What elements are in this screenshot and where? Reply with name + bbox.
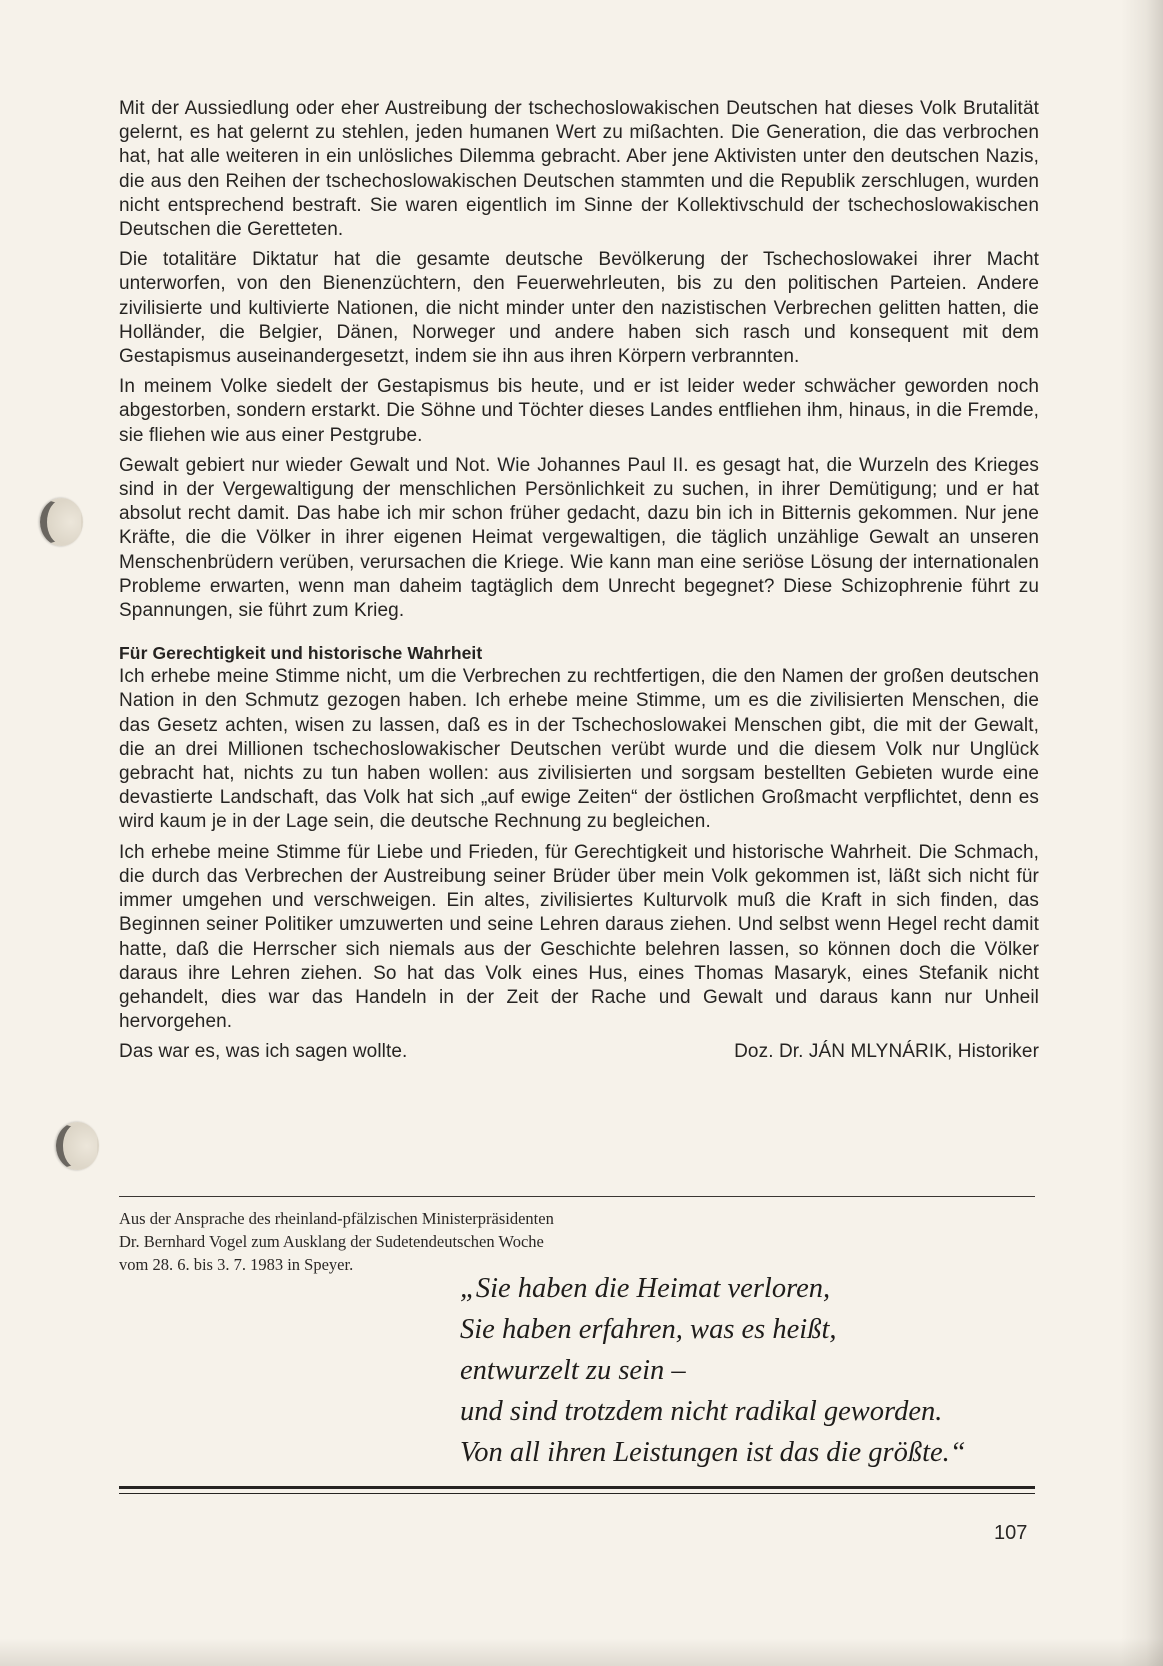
divider-rule	[119, 1196, 1035, 1197]
quote-line: und sind trotzdem nicht radikal geworden.	[460, 1396, 943, 1427]
article-body	[119, 97, 1039, 1065]
source-line: Aus der Ansprache des rheinland-pfälzischen Ministerpräsidenten	[119, 1209, 554, 1228]
body-paragraph: Gewalt gebiert nur wieder Gewalt und Not. Wie Johannes Paul II. es gesagt hat, die Wurzeln des Krieges sind in der Vergewaltigung der menschlichen Persönlichkeit zu suchen, in ihrer Demütigung; und er hat absolut recht damit. Das habe ich mir schon früher gedacht, dazu bin ich in Bitternis gekommen. Nur jene Kräfte, die die Völker in ihrer eigenen Heimat vergewaltigen, die täglich unzählige Gewalt an unseren Menschenbrüdern verüben, verursachen die Kriege. Wie kann man eine seriöse Lösung der internationalen Probleme erwarten, wenn man daheim tagtäglich dem Unrecht begegnet? Diese Schizophrenie führt zu Spannungen, sie führt zum Krieg.	[119, 454, 1039, 622]
punch-hole-icon	[56, 1122, 99, 1170]
author-signature: Doz. Dr. JÁN MLYNÁRIK, Historiker	[734, 1041, 1039, 1063]
body-paragraph: Ich erhebe meine Stimme nicht, um die Verbrechen zu rechtfertigen, die den Namen der großen deutschen Nation in den Schmutz gezogen haben. Ich erhebe meine Stimme, um es die zivilisierten Menschen, die das Gesetz achten, wisen zu lassen, daß es in der Tschechoslowakei Menschen gibt, die mit der Gewalt, die an drei Millionen tschechoslowakischer Deutschen verübt wurde und die diesem Volk nur Unglück gebracht hat, nichts zu tun haben wollen: aus zivilisierten und sorgsam bestellten Gebieten wurde eine devastierte Landschaft, das Volk hat sich „auf ewige Zeiten“ der östlichen Großmacht verpflichtet, denn es wird kaum je in der Lage sein, die deutsche Rechnung zu begleichen.	[119, 666, 1039, 833]
quote-line: Von all ihren Leistungen ist das die größte.“	[460, 1437, 966, 1468]
pull-quote	[460, 1268, 1020, 1473]
closing-line: Das war es, was ich sagen wollte.	[119, 1041, 408, 1063]
double-rule-bottom	[119, 1493, 1035, 1494]
body-paragraph: Mit der Aussiedlung oder eher Austreibung der tschechoslowakischen Deutschen hat dieses Volk Brutalität gelernt, es hat gelernt zu stehlen, jeden humanen Wert zu mißachten. Die Generation, die das verbrochen hat, hat alle weiteren in ein unlösliches Dilemma gebracht. Aber jene Aktivisten unter den deutschen Nazis, die aus den Reihen der tschechoslowakischen Deutschen stammten und die Republik zerschlugen, wurden nicht entsprechend bestraft. Sie waren eigentlich im Sinne der Kollektivschuld der tschechoslowakischen Deutschen die Geretteten.	[119, 98, 1039, 241]
signature-row	[119, 1040, 1039, 1064]
source-line: Dr. Bernhard Vogel zum Ausklang der Sudetendeutschen Woche	[119, 1232, 544, 1251]
page-bottom-shadow	[0, 1638, 1163, 1666]
body-paragraph: Die totalitäre Diktatur hat die gesamte deutsche Bevölkerung der Tschechoslowakei ihrer Macht unterworfen, von den Bienenzüchtern, den Feuerwehrleuten, bis zu den politischen Parteien. Andere zivilisierte und kultivierte Nationen, die nicht minder unter den nazistischen Verbrechen gelitten hatten, die Holländer, die Belgier, Dänen, Norweger und andere haben sich rasch und konsequent mit dem Gestapismus auseinandergesetzt, indem sie ihn aus ihren Körpern verbrannten.	[119, 249, 1039, 368]
page-edge-shadow	[1121, 0, 1163, 1666]
source-line: vom 28. 6. bis 3. 7. 1983 in Speyer.	[119, 1255, 354, 1274]
quote-line: Sie haben erfahren, was es heißt,	[460, 1314, 837, 1345]
section-heading: Für Gerechtigkeit und historische Wahrheit	[119, 643, 483, 664]
body-paragraph: In meinem Volke siedelt der Gestapismus bis heute, und er ist leider weder schwächer geworden noch abgestorben, sondern erstarkt. Die Söhne und Töchter dieses Landes entfliehen ihm, hinaus, in die Fremde, sie fliehen wie aus einer Pestgrube.	[119, 376, 1039, 446]
quote-line: entwurzelt zu sein –	[460, 1355, 686, 1386]
double-rule-top	[119, 1486, 1035, 1489]
page-number: 107	[994, 1522, 1028, 1544]
quote-line: „Sie haben die Heimat verloren,	[460, 1273, 831, 1304]
punch-hole-icon	[40, 498, 83, 546]
body-paragraph: Ich erhebe meine Stimme für Liebe und Frieden, für Gerechtigkeit und historische Wahrheit. Die Schmach, die durch das Verbrechen der Austreibung seiner Brüder über mein Volk gekommen ist, läßt sich nicht für immer umgehen und verschweigen. Ein altes, zivilisiertes Kulturvolk muß die Kraft in sich finden, das Beginnen seiner Politiker umzuwerten und seine Lehren daraus ziehen. Und selbst wenn Hegel recht damit hatte, daß die Herrscher sich niemals aus der Geschichte belehren lassen, so können doch die Völker daraus ihre Lehren ziehen. So hat das Volk eines Hus, eines Thomas Masaryk, eines Stefanik nicht gehandelt, dies war das Handeln in der Zeit der Rache und Gewalt und daraus kann nur Unheil hervorgehen.	[119, 841, 1039, 1033]
quote-source	[119, 1207, 819, 1276]
